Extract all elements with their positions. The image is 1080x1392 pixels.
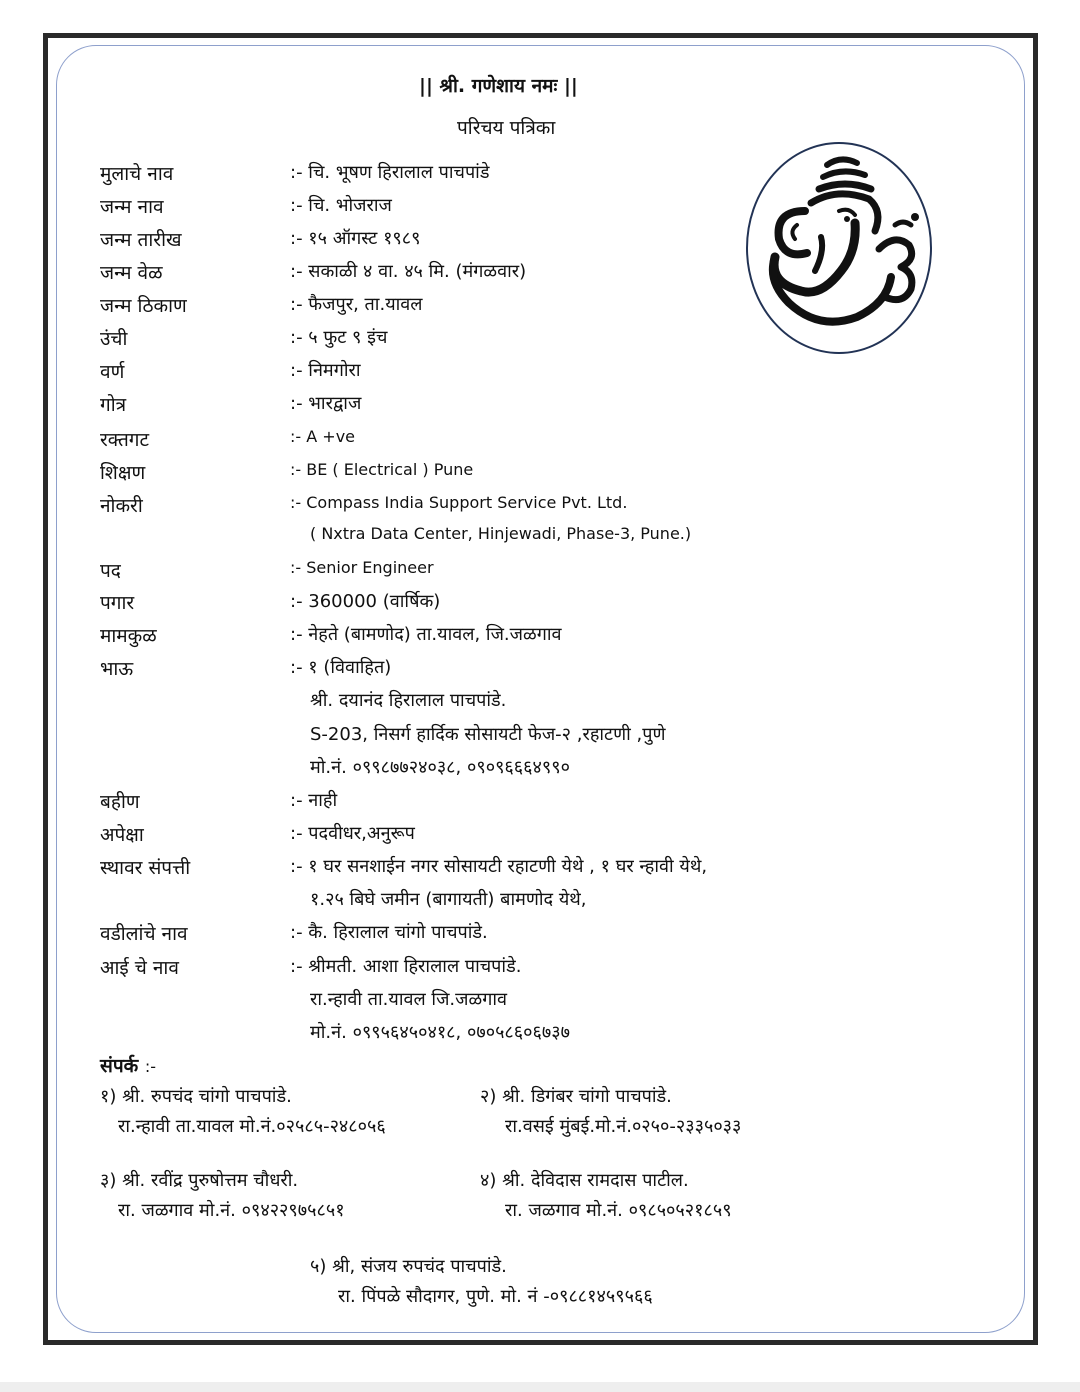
field-label-maternal-family: मामकुळ: [100, 625, 157, 647]
contact-4-detail: रा. जळगाव मो.नं. ०९८५०५२१८५९: [505, 1200, 732, 1221]
contact-1-detail: रा.न्हावी ता.यावल मो.नं.०२५८५-२४८०५६: [118, 1116, 386, 1137]
field-value-mother-name: :- श्रीमती. आशा हिरालाल पाचपांडे.: [290, 956, 522, 977]
invocation-heading: || श्री. गणेशाय नमः ||: [419, 75, 578, 97]
field-label-expectation: अपेक्षा: [100, 824, 144, 846]
field-label-position: पद: [100, 560, 121, 582]
field-value-gotra: :- भारद्वाज: [290, 393, 362, 414]
field-cont-property-1: १.२५ बिघे जमीन (बागायती) बामणोद येथे,: [310, 889, 587, 910]
contact-5-name: ५) श्री, संजय रुपचंद पाचपांडे.: [310, 1256, 507, 1277]
field-label-job: नोकरी: [100, 495, 143, 517]
contact-2-detail: रा.वसई मुंबई.मो.नं.०२५०-२३३५०३३: [505, 1116, 742, 1137]
field-value-birth-place: :- फैजपुर, ता.यावल: [290, 294, 423, 315]
field-value-sister: :- नाही: [290, 790, 338, 811]
field-label-property: स्थावर संपत्ती: [100, 857, 191, 879]
contact-1-name: १) श्री. रुपचंद चांगो पाचपांडे.: [100, 1086, 292, 1107]
contacts-heading: [100, 1052, 156, 1078]
field-label-gotra: गोत्र: [100, 394, 127, 416]
field-label-salary: पगार: [100, 592, 135, 614]
field-value-boy-name: :- चि. भूषण हिरालाल पाचपांडे: [290, 162, 490, 183]
field-cont-brother-2: S-203, निसर्ग हार्दिक सोसायटी फेज-२ ,रहाटणी ,पुणे: [310, 724, 666, 745]
contact-3-name: ३) श्री. रवींद्र पुरुषोत्तम चौधरी.: [100, 1170, 299, 1191]
field-cont-job-1: ( Nxtra Data Center, Hinjewadi, Phase-3, Pune.): [310, 524, 692, 543]
bottom-strip: [0, 1382, 1080, 1392]
field-label-height: उंची: [100, 328, 128, 350]
document-title: परिचय पत्रिका: [457, 117, 556, 139]
field-label-education: शिक्षण: [100, 462, 146, 484]
field-label-brother: भाऊ: [100, 658, 134, 680]
contact-2-name: २) श्री. डिगंबर चांगो पाचपांडे.: [480, 1086, 672, 1107]
field-value-brother: :- १ (विवाहित): [290, 657, 392, 678]
field-label-birth-place: जन्म ठिकाण: [100, 295, 187, 317]
field-cont-brother-3: मो.नं. ०९९८७७२४०३८, ०९०९६६६४९९०: [310, 757, 570, 778]
field-cont-brother-1: श्री. दयानंद हिरालाल पाचपांडे.: [310, 690, 507, 711]
field-value-height: :- ५ फुट ९ इंच: [290, 327, 388, 348]
field-label-birth-date: जन्म तारीख: [100, 229, 182, 251]
contacts-title-suffix: :-: [144, 1057, 157, 1076]
field-value-birth-date: :- १५ ऑगस्ट १९८९: [290, 228, 421, 249]
field-label-birth-name: जन्म नाव: [100, 196, 164, 218]
field-value-father-name: :- कै. हिरालाल चांगो पाचपांडे.: [290, 922, 488, 943]
field-label-boy-name: मुलाचे नाव: [100, 163, 174, 185]
field-value-expectation: :- पदवीधर,अनुरूप: [290, 823, 415, 844]
ganesha-om-icon: [745, 141, 933, 355]
field-label-complexion: वर्ण: [100, 361, 125, 383]
field-label-blood-group: रक्तगट: [100, 429, 150, 451]
field-value-birth-time: :- सकाळी ४ वा. ४५ मि. (मंगळवार): [290, 261, 527, 282]
field-value-job: :- Compass India Support Service Pvt. Ltd.: [290, 493, 628, 512]
field-cont-mother-1: रा.न्हावी ता.यावल जि.जळगाव: [310, 989, 507, 1010]
field-label-birth-time: जन्म वेळ: [100, 262, 163, 284]
field-label-sister: बहीण: [100, 791, 140, 813]
field-value-salary: :- 360000 (वार्षिक): [290, 591, 441, 612]
field-value-maternal-family: :- नेहते (बामणोद) ता.यावल, जि.जळगाव: [290, 624, 562, 645]
field-value-birth-name: :- चि. भोजराज: [290, 195, 392, 216]
field-value-blood-group: :- A +ve: [290, 427, 355, 446]
ganesha-logo: [745, 141, 933, 355]
field-value-complexion: :- निमगोरा: [290, 360, 361, 381]
field-label-father-name: वडीलांचे नाव: [100, 923, 188, 945]
contact-4-name: ४) श्री. देविदास रामदास पाटील.: [480, 1170, 689, 1191]
contacts-title: संपर्क: [100, 1055, 139, 1077]
field-value-position: :- Senior Engineer: [290, 558, 434, 577]
contact-5-detail: रा. पिंपळे सौदागर, पुणे. मो. नं -०९८८१४५९५६६: [338, 1286, 653, 1307]
field-cont-mother-2: मो.नं. ०९९५६४५०४१८, ०७०५८६०६७३७: [310, 1022, 570, 1043]
contact-3-detail: रा. जळगाव मो.नं. ०९४२२९७५८५१: [118, 1200, 345, 1221]
field-label-mother-name: आई चे नाव: [100, 957, 179, 979]
field-value-education: :- BE ( Electrical ) Pune: [290, 460, 474, 479]
field-value-property: :- १ घर सनशाईन नगर सोसायटी रहाटणी येथे , १ घर न्हावी येथे,: [290, 856, 708, 877]
